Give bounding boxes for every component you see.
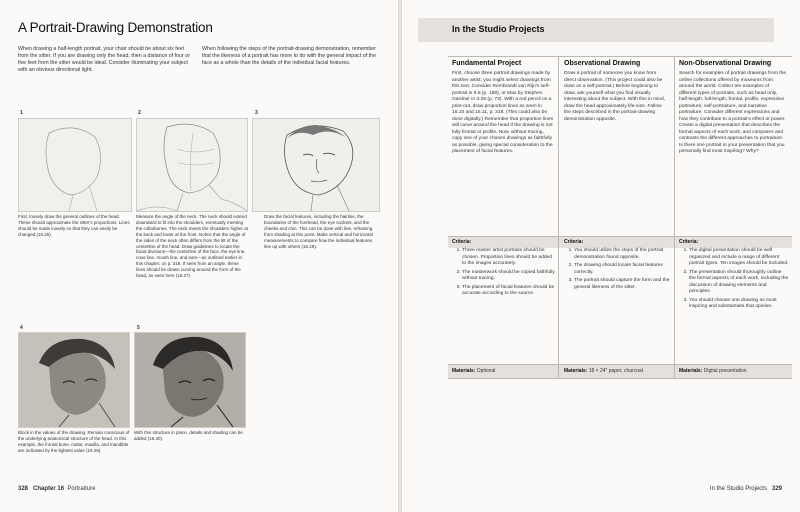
step-5-caption: With this structure in place, details and shading can be added (16.30). (134, 430, 243, 441)
page-title: A Portrait-Drawing Demonstration (18, 20, 213, 35)
materials-value: Digital presentation (703, 368, 747, 374)
column-2-heading: Observational Drawing (564, 60, 641, 67)
step-4-number: 4 (20, 325, 23, 331)
column-2-materials (564, 368, 643, 374)
criteria-item: 3. You should choose one drawing as most inspiring and substantiate that opinion. (689, 298, 789, 311)
column-3-criteria-label: Criteria: (679, 239, 699, 245)
chapter-label: Chapter 16 (33, 486, 65, 492)
step-4-drawing (18, 332, 130, 428)
step-3-caption: Draw the facial features, including the hairline, the boundaries of the forehead, the eye sockets, and the cheeks and chin. This can be done with line, refraining from shading at this point. Make vertical and horizontal measurements to compare how the individual features line up with others (16.28). (264, 214, 373, 249)
column-2-body: Draw a portrait of someone you know from direct observation. (This project could also be done as a self-portrait.) Before beginning to draw, ask yourself what you find visually interesting about the subject. With this in mind, draw the head approximately life-size. Follow the steps described in the portrait-drawing demonstration opposite. (564, 71, 666, 122)
step-3-number: 3 (255, 110, 258, 116)
intro-paragraph-2: When following the steps of the portrait-drawing demonstration, remember that the likeness of a portrait has more to do with the general impact of the face as a whole than the details of the individual facial features. (202, 46, 377, 67)
materials-value: 18 × 24" paper, charcoal (588, 368, 643, 374)
step-2-number: 2 (138, 110, 141, 116)
materials-label: Materials: (679, 368, 703, 374)
step-1-drawing (18, 118, 132, 212)
left-folio (18, 486, 95, 492)
criteria-item: 1. The digital presentation should be well organized and include a range of different portrait types. Ten images should be included. (689, 248, 789, 268)
section-banner (418, 18, 774, 42)
column-1-materials (452, 368, 495, 374)
step-4-caption: Block in the values of the drawing. Remain conscious of the underlying anatomical structure of the head. In this example, the frontal bone, malar, maxilla, and mandible are indicated by the lightest value (16.29). (18, 430, 130, 453)
step-5-drawing (134, 332, 246, 428)
page-number: 329 (771, 486, 782, 492)
step-3-drawing (252, 118, 380, 212)
intro-paragraph-1: When drawing a half-length portrait, your chair should be about six feet from the sitter. If you are drawing only the head, then a distance of four or five feet from the sitter would be ideal. Consider illuminating your subject with an obvious directional light. (18, 46, 190, 74)
column-2-criteria-list (564, 248, 670, 293)
criteria-item: 2. The masterwork should be copied faithfully without tracing. (462, 270, 556, 283)
criteria-item: 2. The presentation should thoroughly outline the formal aspects of each work, including the discussion of drawing elements and principles. (689, 270, 789, 296)
criteria-band (448, 236, 792, 248)
banner-title: In the Studio Projects (452, 24, 545, 34)
materials-label: Materials: (564, 368, 588, 374)
step-1-number: 1 (20, 110, 23, 116)
column-3-criteria-list (679, 248, 789, 313)
column-1-criteria-label: Criteria: (452, 239, 472, 245)
right-page (402, 0, 800, 512)
column-1-body: First, choose three portrait drawings made by another artist; you might select drawings from this text. Consider Rembrandt van Rijn's self-portrait in 9.8 (p. 188), or Max by Stephen Gardner in 3.28 (p. 73). With a red pencil on a print-out, draw proportion lines as seen in 16.10 and 16.11, p. 318. (This could also be done digitally.) Remember that proportion lines will curve around the head if the drawing is not fully frontal or profile. Now, without tracing, copy one of your chosen drawings as faithfully as possible, giving special consideration to the placement of facial features. (452, 71, 554, 154)
materials-label: Materials: (452, 368, 476, 374)
column-1-heading: Fundamental Project (452, 60, 522, 67)
materials-value: Optional (476, 368, 496, 374)
criteria-item: 1. Three master artist portraits should be chosen. Proportion lines should be added to the images accurately. (462, 248, 556, 268)
step-2-drawing (136, 118, 248, 212)
column-3-body: Search for examples of portrait drawings from the online collections offered by museums from around the world. Collect ten examples of different types of portraits, such as head only, half-length, full-length, frontal, profile, expressive portraiture, self-portraiture, and narrative portraiture. Consider different expressions and how they contribute to a portrait's effect or power. Create a digital presentation that describes the formal aspects of each work, and compares and contrasts the different approaches to portraiture. Is there one portrait in your presentation that you personally find most inspiring? Why? (679, 71, 787, 154)
column-3-heading: Non-Observational Drawing (679, 60, 772, 67)
criteria-item: 2. The drawing should locate facial features correctly. (574, 263, 670, 276)
column-2-criteria-label: Criteria: (564, 239, 584, 245)
criteria-rule (448, 236, 792, 237)
column-divider-1 (558, 56, 559, 378)
table-bottom-rule (448, 378, 792, 379)
step-2-caption: Measure the angle of the neck. The neck should extend downward to fit into the shoulders, eventually meeting the collarbones. The neck meets the shoulders higher at the back and lower at the front. Notice that the angle of the sides of the neck often differs from the tilt of the centerline of the head. Draw guidelines to locate the facial divisions—the centerline of the face, the eye line, nose line, mouth line, and ears—as outlined earlier in this chapter, on p. 318. If seen from an angle, these lines should be drawn curving around the form of the head, as seen here (16.27). (136, 214, 248, 279)
chapter-title: Portraiture (67, 486, 96, 492)
materials-rule (448, 364, 792, 365)
criteria-item: 1. You should utilize the steps of the portrait demonstration found opposite. (574, 248, 670, 261)
criteria-item: 3. The placement of facial features should be accurate according to the source. (462, 285, 556, 298)
right-folio (710, 486, 782, 492)
table-top-rule (448, 56, 792, 57)
step-1-caption: First, loosely draw the general outlines of the head. These should approximate the sitter's proportions. Lines should be made loosely so that they can easily be changed (16.26). (18, 214, 130, 237)
column-1-criteria-list (452, 248, 556, 300)
column-3-materials (679, 368, 747, 374)
column-divider-2 (674, 56, 675, 378)
step-5-number: 5 (137, 325, 140, 331)
criteria-item: 3. The portrait should capture the form and the general likeness of the sitter. (574, 278, 670, 291)
left-page (0, 0, 398, 512)
page-number: 328 (18, 486, 29, 492)
section-title: In the Studio Projects (709, 486, 767, 492)
